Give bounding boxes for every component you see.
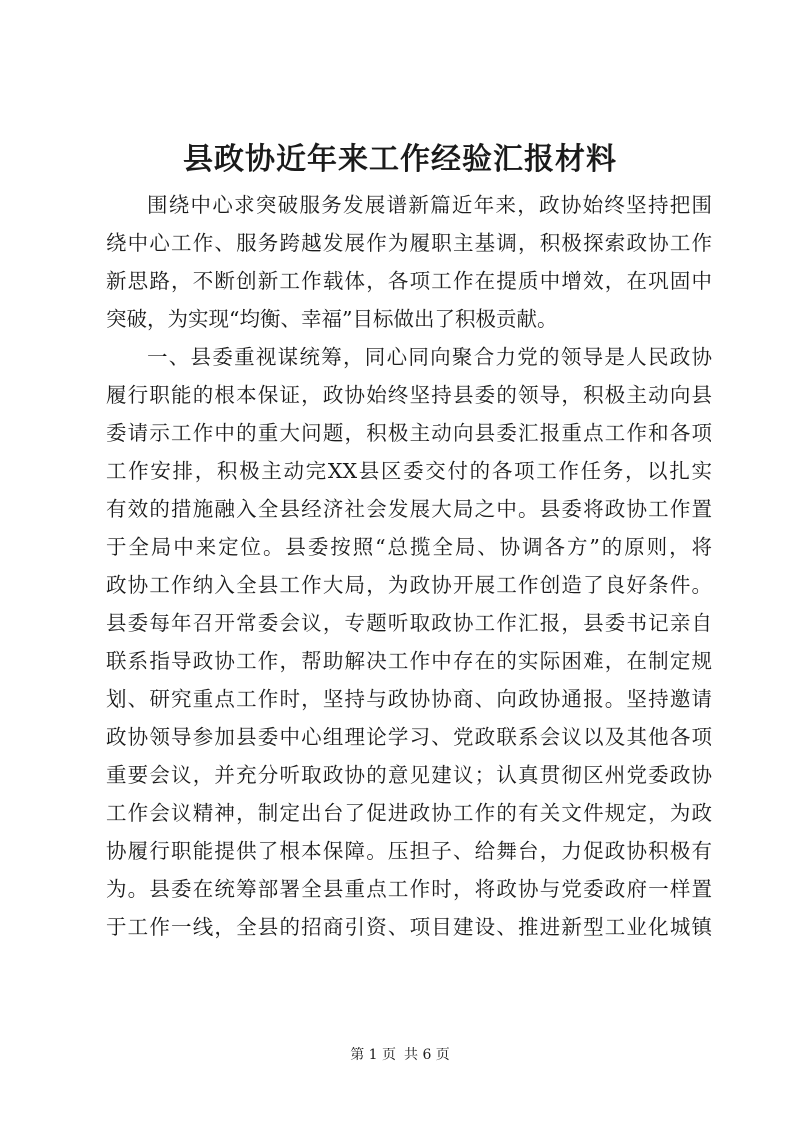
paragraph-2-line-3: 委请示工作中的重大问题，积极主动向县委汇报重点工作和各项 xyxy=(106,421,712,445)
paragraph-2-line-8: 县委每年召开常委会议，专题听取政协工作汇报，县委书记亲自 xyxy=(106,611,712,635)
paragraph-2-line-15: 为。县委在统筹部署全县重点工作时，将政协与党委政府一样置 xyxy=(106,877,712,901)
paragraph-2-line-6: 于全局中来定位。县委按照“总揽全局、协调各方”的原则，将 xyxy=(106,535,712,559)
paragraph-2-line-13: 工作会议精神，制定出台了促进政协工作的有关文件规定，为政 xyxy=(106,801,712,825)
paragraph-2-line-14: 协履行职能提供了根本保障。压担子、给舞台，力促政协积极有 xyxy=(106,839,712,863)
paragraph-1-line-2: 绕中心工作、服务跨越发展作为履职主基调，积极探索政协工作 xyxy=(106,231,712,255)
paragraph-2-line-7: 政协工作纳入全县工作大局，为政协开展工作创造了良好条件。 xyxy=(106,573,712,597)
paragraph-1-line-4: 突破，为实现“均衡、幸福”目标做出了积极贡献。 xyxy=(106,307,558,331)
page-number: 第 1 页 xyxy=(350,1047,396,1063)
paragraph-2-line-11: 政协领导参加县委中心组理论学习、党政联系会议以及其他各项 xyxy=(106,725,712,749)
page-footer xyxy=(0,1045,800,1065)
paragraph-1-line-1: 围绕中心求突破服务发展谱新篇近年来，政协始终坚持把围 xyxy=(147,193,712,217)
paragraph-2-line-5: 有效的措施融入全县经济社会发展大局之中。县委将政协工作置 xyxy=(106,497,712,521)
paragraph-2-line-2: 履行职能的根本保证，政协始终坚持县委的领导，积极主动向县 xyxy=(106,383,712,407)
paragraph-2-line-12: 重要会议，并充分听取政协的意见建议；认真贯彻区州党委政协 xyxy=(106,763,712,787)
document-body xyxy=(106,186,712,946)
document-title: 县政协近年来工作经验汇报材料 xyxy=(183,142,617,177)
paragraph-2-line-1: 一、县委重视谋统筹，同心同向聚合力党的领导是人民政协 xyxy=(147,345,712,369)
paragraph-2-line-9: 联系指导政协工作，帮助解决工作中存在的实际困难，在制定规 xyxy=(106,649,712,673)
page-total: 共 6 页 xyxy=(404,1047,450,1063)
paragraph-2-line-4: 工作安排，积极主动完XX县区委交付的各项工作任务，以扎实 xyxy=(106,459,712,483)
paragraph-2-line-10: 划、研究重点工作时，坚持与政协协商、向政协通报。坚持邀请 xyxy=(106,687,712,711)
paragraph-2-line-16: 于工作一线，全县的招商引资、项目建设、推进新型工业化城镇 xyxy=(106,915,712,939)
paragraph-1-line-3: 新思路，不断创新工作载体，各项工作在提质中增效，在巩固中 xyxy=(106,269,712,293)
